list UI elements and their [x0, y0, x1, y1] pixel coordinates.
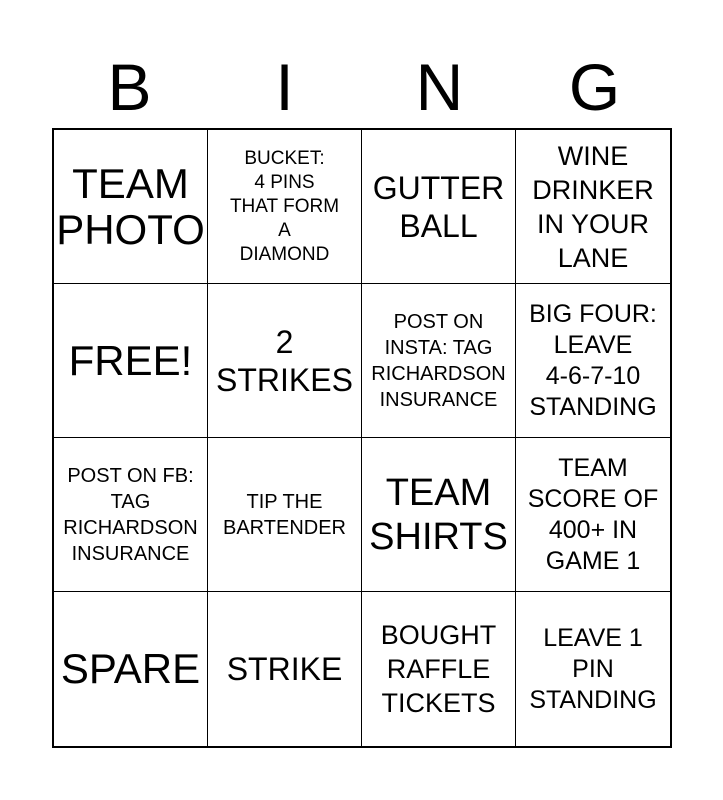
bingo-cell-label: POST ON FB: TAG RICHARDSON INSURANCE	[63, 464, 198, 565]
bingo-cell-gutter-ball[interactable]	[362, 130, 516, 284]
bingo-header	[52, 52, 672, 122]
bingo-cell-label: STRIKE	[226, 651, 343, 687]
bingo-cell-team-photo[interactable]	[54, 130, 208, 284]
bingo-cell-label: 2 STRIKES	[216, 323, 353, 398]
bingo-cell-leave-1-pin[interactable]	[516, 592, 670, 746]
header-letter-g: G	[568, 50, 621, 124]
bingo-cell-tip-bartender[interactable]	[208, 438, 362, 592]
bingo-cell-bucket[interactable]	[208, 130, 362, 284]
bingo-cell-label: GUTTER BALL	[372, 169, 505, 244]
bingo-cell-wine-drinker[interactable]	[516, 130, 670, 284]
header-letter-n: N	[415, 50, 464, 124]
bingo-cell-label: POST ON INSTA: TAG RICHARDSON INSURANCE	[371, 310, 506, 411]
bingo-cell-free[interactable]	[54, 284, 208, 438]
bingo-cell-label: FREE!	[68, 336, 193, 384]
header-letter-i: I	[275, 50, 294, 124]
bingo-cell-label: TIP THE BARTENDER	[223, 490, 346, 539]
bingo-cell-label: LEAVE 1 PIN STANDING	[529, 623, 657, 714]
bingo-cell-raffle-tickets[interactable]	[362, 592, 516, 746]
bingo-cell-team-score[interactable]	[516, 438, 670, 592]
bingo-cell-label: TEAM PHOTO	[56, 159, 205, 253]
bingo-cell-label: SPARE	[60, 645, 201, 692]
bingo-board	[52, 128, 672, 748]
bingo-cell-post-fb[interactable]	[54, 438, 208, 592]
bingo-cell-post-insta[interactable]	[362, 284, 516, 438]
header-letter-b: B	[107, 50, 152, 124]
bingo-cell-strike[interactable]	[208, 592, 362, 746]
bingo-cell-label: BOUGHT RAFFLE TICKETS	[380, 620, 497, 718]
bingo-cell-team-shirts[interactable]	[362, 438, 516, 592]
bingo-cell-label: BIG FOUR: LEAVE 4-6-7-10 STANDING	[529, 299, 657, 421]
bingo-cell-label: WINE DRINKER IN YOUR LANE	[532, 140, 654, 273]
bingo-cell-label: TEAM SHIRTS	[369, 471, 508, 558]
bingo-cell-label: TEAM SCORE OF 400+ IN GAME 1	[527, 453, 659, 575]
bingo-cell-spare[interactable]	[54, 592, 208, 746]
bingo-cell-2-strikes[interactable]	[208, 284, 362, 438]
bingo-cell-label: BUCKET: 4 PINS THAT FORM A DIAMOND	[229, 147, 340, 265]
bingo-cell-big-four[interactable]	[516, 284, 670, 438]
